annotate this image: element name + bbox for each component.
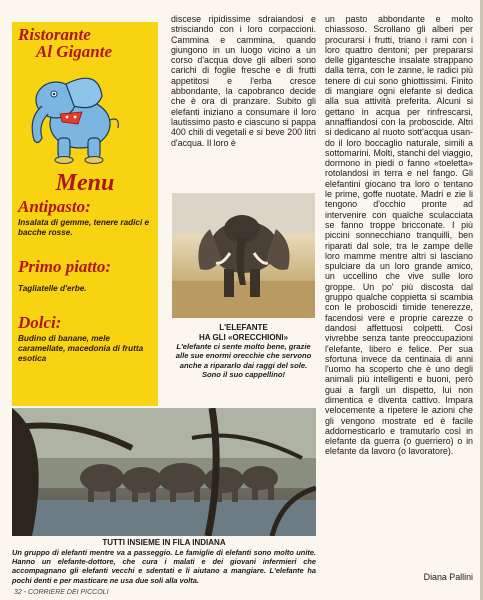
menu-section-text: Insalata di gemme, tenere radici e bacche rosse.	[18, 218, 150, 237]
menu-section-title: Primo piatto:	[18, 257, 112, 276]
photo1-caption-title-line1: L'ELEFANTE	[219, 323, 268, 332]
menu-section-text: Budino di banane, mele caramellate, macedonia di frutta esotica	[18, 334, 144, 363]
restaurant-title-line2: Al Gigante	[36, 42, 113, 61]
photo1-caption-title-line2: HA GLI «ORECCHIONI»	[198, 332, 289, 342]
elephant-photo	[172, 193, 315, 318]
elephant-herd-photo	[12, 408, 316, 536]
photo1-caption-title	[172, 323, 315, 342]
photo2-caption-text: Un gruppo di elefanti mentre va a passeggio. Le famiglie di elefanti sono molto unite. Hanno un elefante-dottore, che cura i malati e dei giovani infermieri che accompagnano gli elefanti vecchi e sdentati e li aiutano a mangiare. L'elefante ha pochi denti e per masticare ne usa due soli alla volta.	[12, 548, 316, 585]
menu-section-title: Dolci:	[18, 313, 62, 332]
photo1-caption-text: L'elefante ci sente molto bene, grazie alle sue enormi orecchie che servono anche a ripararlo dai raggi del sole. Sono il suo cappellino!	[175, 342, 312, 380]
photo2-caption-title: TUTTI INSIEME IN FILA INDIANA	[102, 538, 226, 547]
menu-section-title: Antipasto:	[18, 197, 91, 216]
menu-box	[12, 22, 158, 406]
restaurant-title-line1: Ristorante	[18, 25, 91, 44]
menu-section-dolci	[18, 314, 154, 364]
cartoon-elephant-icon	[22, 62, 132, 167]
menu-section-text: Tagliatelle d'erbe.	[18, 284, 87, 293]
menu-heading: Menu	[55, 170, 115, 196]
article-column-right: un pasto abbondante e molto chiassoso. Scrollano gli alberi per procurarsi i frutti, triano i rami con i loro quattro dentoni; per prepararsi delle gigantesche insalate strappano dalla terra, con le zanne, le radici più tenere di cui sono ghiottissimi. Finito di mangiare ogni elefante si dedica alla sua attività preferita. Alcuni si gettano in acqua per rinfrescarsi, annaffiandosi con la proboscide. Altri si dedicano al nuoto sott'acqua usando il loro boccaglio naturale, simili a sottomarini. Molti, stanchi del viaggio, dormono in piedi o fanno «toeletta» rotolandosi in terra e nel fango. Gli elefantini giocano tra loro o tentano le prime, goffe nuotate. Madri e zie li tengono d'occhio pronte ad intervenire con qualche sculacciata se fanno troppe bricconate. I più piccini sonnecchiano tranquilli, ben riparati dal sole, tra le zampe delle loro mamme mentre altri si lasciano spulciare da un loro grande amico, un uccellino che vive sulle loro groppe. Un po' più discosta dal gruppo qualche coppietta si scambia con le proboscidi timide tenerezze, facendosi vere e proprie carezze o dandosi affettuosi colpetti. Così vivrebbe senza tante preoccupazioni l'elefante, libero e felice. Per sua sfortuna invece da centinaia di anni l'uomo ha scoperto che è uno degli animali più intelligenti e buoni, però guai a fargli un dispetto, lui non dimentica e diventa cattivo. Impara velocemente a ripetere le azioni che gli vengono mostrate ed è facile addomesticarlo e tramutarlo così in elefante da guerra (o guerriero) o in elefante da lavoro (o lavoratore).	[325, 14, 473, 457]
restaurant-title	[18, 26, 152, 60]
article-column-middle: discese ripidissime sdraiandosi e strisciando con i loro corpaccioni. Cammina e cammina, quando giungono in un luogo vicino a un corso d'acqua dove gli alberi sono carichi di foglie fresche e di frutti appetitosi e l'erba cresce abbondante, la capobranco decide che è ora di pranzare. Subito gli elefanti iniziano a consumare il loro lautissimo pasto e ciascuno si pappa 400 chili di vegetali e si beve 200 litri d'acqua. Il loro è	[171, 14, 316, 148]
menu-section-antipasto	[18, 198, 154, 238]
page-footer: 32 - CORRIERE DEI PICCOLI	[14, 589, 109, 596]
menu-section-primo	[18, 258, 154, 294]
author-signature: Diana Pallini	[423, 572, 473, 582]
